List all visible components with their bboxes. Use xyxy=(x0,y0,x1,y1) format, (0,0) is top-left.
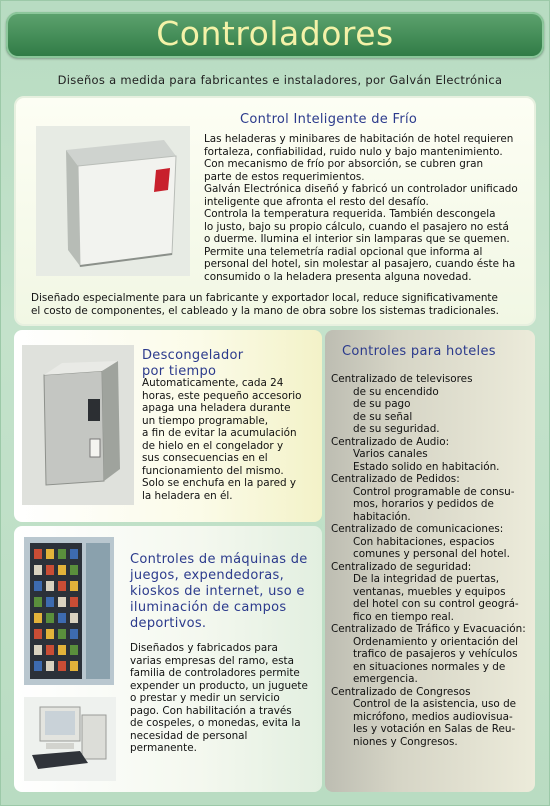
page-title: Controladores xyxy=(156,14,394,53)
heading-line: kioskos de internet, uso e xyxy=(130,584,305,599)
text-line: expender un producto, un juguete xyxy=(130,679,308,692)
maquinas-heading xyxy=(130,552,310,632)
heading-line: por tiempo xyxy=(142,364,217,379)
heading-line: juegos, expendedoras, xyxy=(130,568,285,583)
vending-product xyxy=(58,661,66,671)
hotel-subitem: en situaciones normales y de xyxy=(353,660,506,673)
hotel-subitem: micrófono, medios audiovisua- xyxy=(353,710,513,723)
hoteles-heading: Controles para hoteles xyxy=(342,344,496,359)
text-line: Galván Electrónica diseñó y fabricó un controlador unificado xyxy=(204,183,518,195)
hotel-category: Centralizado de televisores xyxy=(331,373,473,385)
hotel-subitem: del hotel con su control geográ- xyxy=(353,598,519,610)
vending-product xyxy=(70,661,78,671)
hotel-subitem: de su pago xyxy=(353,398,411,410)
vending-product xyxy=(58,645,66,655)
text-line: Diseñado especialmente para un fabricante y exportador local, reduce significativamente xyxy=(31,292,498,304)
vending-product xyxy=(70,581,78,591)
hotel-subitem: niones y Congresos. xyxy=(353,735,458,748)
text-line: apaga una heladera durante xyxy=(142,402,291,414)
text-line: horas, este pequeño accesorio xyxy=(142,389,302,402)
vending-product xyxy=(34,597,42,607)
vending-product xyxy=(46,549,54,559)
vending-product xyxy=(58,565,66,575)
descongelador-heading xyxy=(142,348,312,380)
heading-line: Descongelador xyxy=(142,348,244,363)
computer-illustration xyxy=(24,697,116,781)
vending-product xyxy=(58,613,66,623)
vending-product xyxy=(58,597,66,607)
vending-product xyxy=(46,645,54,655)
text-line: Automaticamente, cada 24 xyxy=(142,377,284,389)
text-line: Las heladeras y minibares de habitación de hotel requieren xyxy=(204,133,514,145)
vending-side-panel xyxy=(86,543,110,679)
frio-footer xyxy=(31,292,531,317)
vending-product xyxy=(46,613,54,623)
hotel-subitem: ventanas, muebles y equipos xyxy=(353,585,506,598)
computer-kiosk-photo xyxy=(24,697,116,781)
vending-product xyxy=(70,549,78,559)
vending-product xyxy=(70,645,78,655)
text-line: Con mecanismo de frío por absorción, se cubren gran xyxy=(204,158,484,170)
vending-product xyxy=(58,581,66,591)
hotel-subitem: fico en tiempo real. xyxy=(353,610,454,623)
vending-product xyxy=(34,613,42,623)
page-subtitle: Diseños a medida para fabricantes e instaladores, por Galván Electrónica xyxy=(57,73,503,87)
hotel-category: Centralizado de comunicaciones: xyxy=(331,523,504,535)
descongelador-description xyxy=(142,377,312,502)
hotel-subitem: De la integridad de puertas, xyxy=(353,573,500,585)
text-line: fortaleza, confiabilidad, ruido nulo y bajo mantenimiento. xyxy=(204,145,503,158)
hotel-subitem: de su seguridad. xyxy=(353,423,440,435)
hotel-subitem: les y votación en Salas de Reu- xyxy=(353,723,516,735)
vending-product xyxy=(46,661,54,671)
hotel-subitem: comunes y personal del hotel. xyxy=(353,548,510,560)
hotel-subitem: Control de la asistencia, uso de xyxy=(353,698,517,710)
text-line: un tiempo programable, xyxy=(142,414,269,427)
vending-product xyxy=(34,661,42,671)
text-line: inteligente que afronta el resto del desafío. xyxy=(204,195,429,208)
text-line: sus consecuencias en el xyxy=(142,452,268,464)
hotel-subitem: Con habitaciones, espacios xyxy=(353,535,495,548)
text-line: parte de estos requerimientos. xyxy=(204,170,365,183)
text-line: personal del hotel, sin molestar al pasajero, cuando éste ha xyxy=(204,258,516,270)
heading-line: deportivos. xyxy=(130,616,207,631)
hotel-subitem: emergencia. xyxy=(353,673,418,685)
hotel-category: Centralizado de Pedidos: xyxy=(331,473,460,485)
hotel-subitem: Estado solido en habitación. xyxy=(353,460,500,473)
hotel-subitem: Varios canales xyxy=(353,448,428,460)
text-line: necesidad de personal xyxy=(130,729,248,742)
text-line: Diseñados y fabricados para xyxy=(130,642,278,654)
hoteles-list xyxy=(331,373,531,748)
hotel-subitem: mos, horarios y pedidos de xyxy=(353,498,494,510)
hotel-category: Centralizado de Audio: xyxy=(331,435,450,448)
vending-product xyxy=(34,645,42,655)
vending-product xyxy=(34,581,42,591)
vending-product xyxy=(46,565,54,575)
text-line: la heladera en él. xyxy=(142,489,233,502)
maquinas-description xyxy=(130,642,310,755)
text-line: Controla la temperatura requerida. También descongela xyxy=(204,208,496,220)
text-line: pago. Con habilitación a través xyxy=(130,704,292,717)
vending-product xyxy=(46,629,54,639)
vending-product xyxy=(34,629,42,639)
hotel-subitem: Ordenamiento y orientación del xyxy=(353,635,519,648)
text-line: Solo se enchufa en la pared y xyxy=(142,477,297,489)
vending-product xyxy=(34,549,42,559)
vending-product xyxy=(46,597,54,607)
text-line: funcionamiento del mismo. xyxy=(142,464,284,477)
hotel-category: Centralizado de Congresos xyxy=(331,685,471,698)
vending-product xyxy=(70,565,78,575)
text-line: permanente. xyxy=(130,742,197,754)
hotel-category: Centralizado de seguridad: xyxy=(331,560,472,573)
heading-line: Controles de máquinas de xyxy=(130,552,308,567)
hotel-subitem: trafico de pasajeros y vehículos xyxy=(353,648,518,660)
vending-product xyxy=(58,549,66,559)
title-banner xyxy=(6,12,544,58)
vending-product xyxy=(70,613,78,623)
vending-window xyxy=(30,543,82,679)
text-line: o duerme. Ilumina el interior sin lamparas que se quemen. xyxy=(204,233,510,245)
text-line: Permite una telemetría radial opcional que informa al xyxy=(204,245,483,258)
heading-line: iluminación de campos xyxy=(130,600,287,615)
text-line: el costo de componentes, el cableado y la mano de obra sobre los sistemas tradicionales. xyxy=(31,304,499,317)
vending-product xyxy=(70,597,78,607)
text-line: a fin de evitar la acumulación xyxy=(142,427,297,439)
text-line: familia de controladores permite xyxy=(130,667,300,679)
defrost-timer-photo xyxy=(22,345,134,505)
text-line: lo justo, bajo su propio cálculo, cuando el pasajero no está xyxy=(204,220,509,233)
hotel-category: Centralizado de Tráfico y Evacuación: xyxy=(331,623,526,635)
text-line: de hielo en el congelador y xyxy=(142,439,284,452)
text-line: consumido o la heladera presenta alguna novedad. xyxy=(204,270,472,283)
vending-product xyxy=(70,629,78,639)
hotel-subitem: de su encendido xyxy=(353,385,439,398)
vending-product xyxy=(46,581,54,591)
fridge-photo xyxy=(36,126,190,276)
hotel-subitem: habitación. xyxy=(353,510,411,523)
hotel-subitem: de su señal xyxy=(353,410,413,423)
hotel-subitem: Control programable de consu- xyxy=(353,485,515,498)
vending-product xyxy=(34,565,42,575)
text-line: o prestar y medir un servicio xyxy=(130,692,280,704)
vending-product xyxy=(58,629,66,639)
vending-machine-photo xyxy=(24,537,114,685)
defrost-timer-illustration xyxy=(22,345,134,505)
frio-heading: Control Inteligente de Frío xyxy=(240,112,418,127)
text-line: varias empresas del ramo, esta xyxy=(130,654,294,667)
fridge-illustration xyxy=(36,126,190,276)
frio-description xyxy=(204,133,522,283)
text-line: de cospeles, o monedas, evita la xyxy=(130,717,301,729)
